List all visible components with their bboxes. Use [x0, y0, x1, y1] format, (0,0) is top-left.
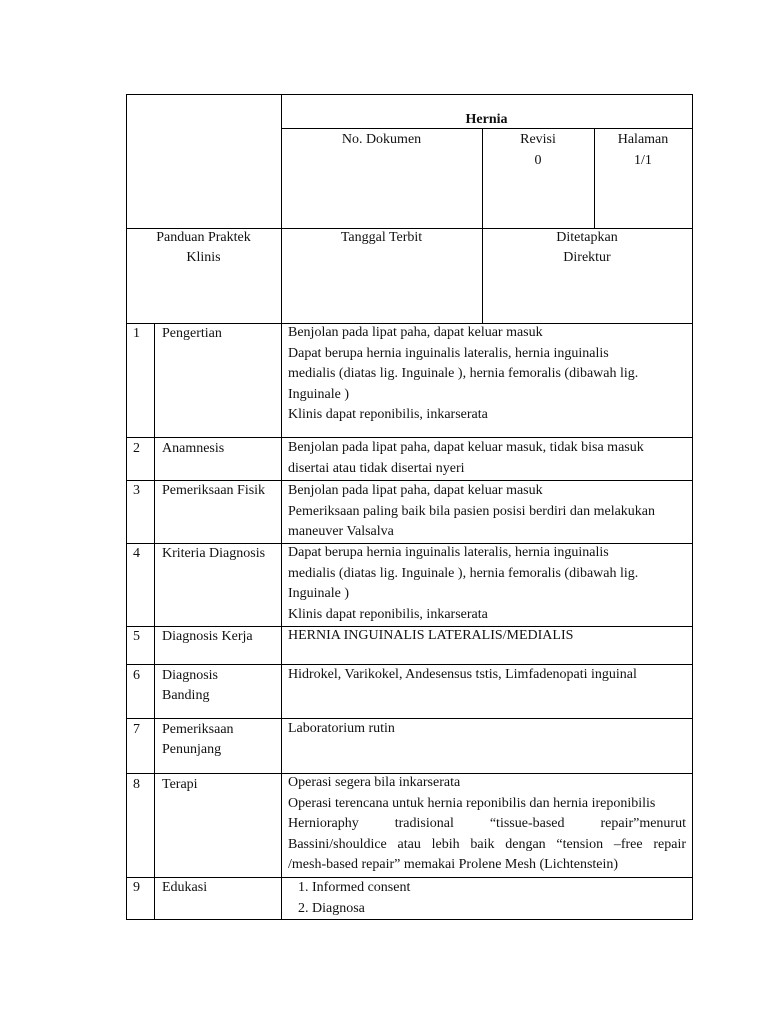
document-title: Hernia — [465, 112, 508, 127]
table-border-top — [126, 94, 693, 95]
content-line: medialis (diatas lig. Inguinale ), hernia femoralis (dibawah lig. — [288, 366, 639, 381]
approved-by-line2: Direktur — [563, 250, 611, 265]
row-number: 3 — [133, 483, 140, 498]
page-value: 1/1 — [634, 153, 652, 168]
revision-value: 0 — [534, 153, 542, 168]
row-label: Edukasi — [162, 880, 208, 895]
content-line: Hidrokel, Varikokel, Andesensus tstis, Limfadenopati inguinal — [288, 667, 637, 682]
row-number: 1 — [133, 326, 140, 341]
content-line: Hernioraphy tradisional “tissue-based repair”menurut — [288, 816, 686, 831]
row-number: 6 — [133, 668, 140, 683]
number-col-divider — [154, 323, 155, 919]
row-label: Pemeriksaan Fisik — [162, 483, 266, 498]
table-border-right — [692, 94, 693, 919]
content-line: HERNIA INGUINALIS LATERALIS/MEDIALIS — [288, 628, 574, 643]
row-content — [288, 438, 686, 479]
content-line: Inguinale ) — [288, 386, 350, 402]
guideline-type-line1: Panduan Praktek — [156, 230, 251, 245]
row-number: 4 — [133, 546, 140, 561]
row-label: Pemeriksaan — [162, 722, 234, 737]
row-label: Penunjang — [162, 742, 222, 757]
list-item: 1. Informed consent — [312, 877, 685, 898]
content-line: Bassini/shouldice atau lebih baik dengan “tension –free repair — [288, 836, 686, 852]
doc-number-label: No. Dokumen — [341, 132, 422, 147]
row-content — [288, 665, 686, 686]
content-line: Benjolan pada lipat paha, dapat keluar masuk — [288, 483, 543, 498]
content-line: /mesh-based repair” memakai Prolene Mesh (Lichtenstein) — [288, 857, 619, 872]
content-line: medialis (diatas lig. Inguinale ), hernia femoralis (dibawah lig. — [288, 565, 639, 581]
row-label: Anamnesis — [162, 441, 225, 456]
content-line: Operasi segera bila inkarserata — [288, 775, 461, 790]
row-content — [288, 323, 686, 426]
guideline-type-line2: Klinis — [186, 250, 221, 265]
row-label: Terapi — [162, 777, 198, 792]
row-label: Diagnosis — [162, 668, 218, 683]
content-line: Dapat berupa hernia inguinalis lateralis, hernia inguinalis — [288, 545, 609, 560]
revision-label: Revisi — [520, 132, 556, 147]
content-line: Operasi terencana untuk hernia reponibilis dan hernia ireponibilis — [288, 795, 656, 811]
row-content — [288, 543, 686, 625]
content-line: Pemeriksaan paling baik bila pasien posisi berdiri dan melakukan — [288, 503, 656, 519]
content-line: Inguinale ) — [288, 586, 350, 601]
content-line: Laboratorium rutin — [288, 721, 395, 736]
row-content — [288, 481, 686, 543]
content-line: Klinis dapat reponibilis, inkarserata — [288, 606, 488, 622]
content-line: Benjolan pada lipat paha, dapat keluar masuk, tidak bisa masuk — [288, 440, 644, 455]
row-label: Kriteria Diagnosis — [162, 546, 266, 561]
row-number: 2 — [133, 441, 140, 456]
row-label: Pengertian — [162, 326, 222, 341]
row-number: 7 — [133, 722, 140, 737]
approved-by-line1: Ditetapkan — [556, 230, 618, 245]
education-list-cell — [287, 877, 685, 919]
content-line: Klinis dapat reponibilis, inkarserata — [288, 407, 488, 422]
row-content — [288, 626, 686, 647]
content-line: Benjolan pada lipat paha, dapat keluar masuk — [288, 325, 543, 340]
row-number: 8 — [133, 777, 140, 792]
table-border-bottom — [126, 919, 693, 920]
row-number: 5 — [133, 629, 140, 644]
table-border-left — [126, 94, 127, 919]
row-label: Diagnosis Kerja — [162, 629, 253, 644]
row-content — [288, 773, 686, 876]
issue-date-label: Tanggal Terbit — [340, 230, 423, 245]
content-line: Dapat berupa hernia inguinalis lateralis, hernia inguinalis — [288, 345, 609, 361]
row-content — [288, 719, 686, 740]
row-label: Banding — [162, 688, 210, 703]
page-label: Halaman — [617, 132, 669, 147]
education-list — [287, 877, 685, 919]
content-line: maneuver Valsalva — [288, 524, 394, 539]
list-item: 2. Diagnosa — [312, 898, 685, 919]
row-number: 9 — [133, 880, 140, 895]
header-col-divider — [281, 94, 282, 919]
content-line: disertai atau tidak disertai nyeri — [288, 460, 465, 476]
